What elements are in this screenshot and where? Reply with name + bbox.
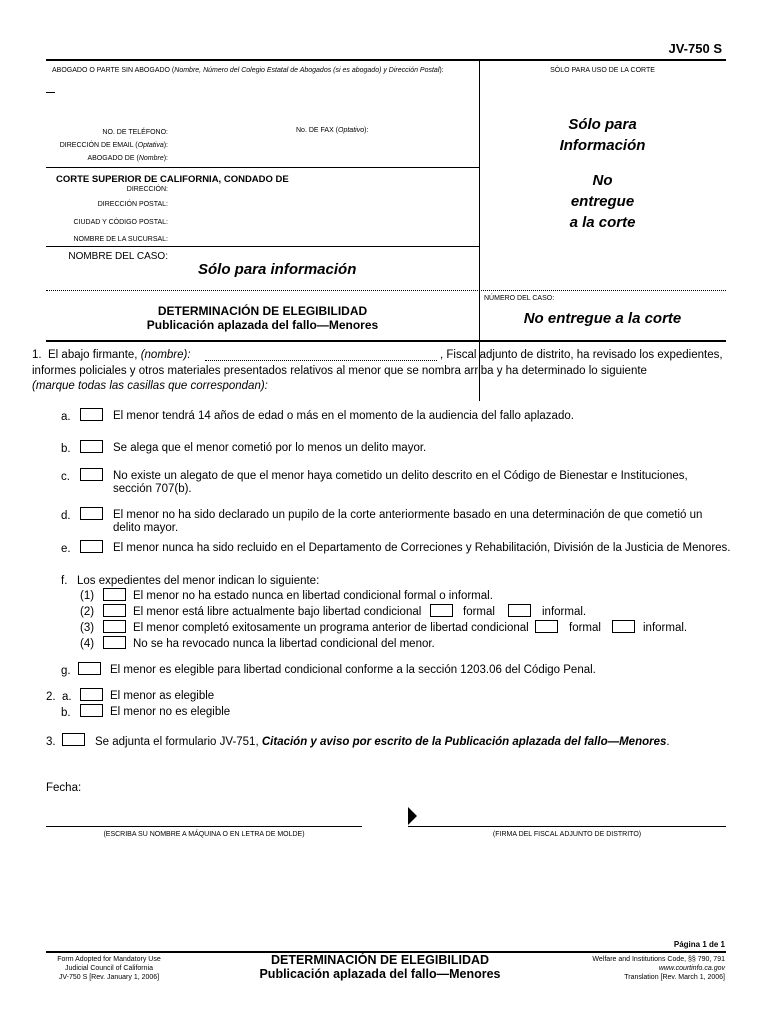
court-use-label: SÓLO PARA USO DE LA CORTE [550,67,655,74]
item-f3-text: El menor completó exitosamente un programa anterior de libertad condicional [133,622,529,634]
fax-label: No. DE FAX (Optativo): [296,127,369,134]
name-field-line[interactable] [205,360,437,361]
item-e-letter: e. [61,543,71,555]
name-line[interactable] [46,826,362,827]
signature-line[interactable] [408,826,726,827]
item-b-letter: b. [61,443,71,455]
case-number-value[interactable]: No entregue a la corte [523,310,682,327]
item-f2-formal-label: formal [463,606,495,618]
item1-line3: (marque todas las casillas que correspondan): [32,380,268,392]
item-g-checkbox[interactable] [78,662,101,675]
attorney-label: ABOGADO O PARTE SIN ABOGADO (Nombre, Número del Colegio Estatal de Abogados (si es abogado) y Dirección Postal): [52,67,444,74]
item-f3-informal-label: informal. [643,622,688,634]
court-stamp-line1: Sólo para [568,116,637,133]
item-g-letter: g. [61,665,71,677]
item2-b-checkbox[interactable] [80,704,103,717]
item-f3-num: (3) [80,622,95,634]
item1-line1-suffix: , Fiscal adjunto de distrito, ha revisado los expedientes, [440,349,723,361]
page-number: Página 1 de 1 [673,940,725,949]
footer-left-line3: JV-750 S [Rev. January 1, 2006] [58,974,160,981]
form-id: JV-750 S [668,41,722,56]
footer-left [46,955,172,982]
item-f2-checkbox[interactable] [103,604,126,617]
case-number-label: NÚMERO DEL CASO: [484,295,555,302]
item1-line2: informes policiales y otros materiales presentados relativos al menor que se nombra arriba y ha determinado lo siguiente [32,365,647,377]
item3-text: Se adjunta el formulario JV-751, Citación y aviso por escrito de la Publicación aplazada del fallo—Menores. [95,736,670,748]
item3-number: 3. [46,736,56,748]
item-a-letter: a. [61,411,71,423]
date-label: Fecha: [46,782,82,794]
signature-caption: (FIRMA DEL FISCAL ADJUNTO DE DISTRITO) [492,831,642,838]
footer-left-line2: Judicial Council of California [65,965,153,972]
footer-left-line1: Form Adopted for Mandatory Use [57,956,161,963]
item2-a-number: 2. a. [46,691,72,703]
court-stamp-line5: a la corte [569,214,636,231]
item-f2-text: El menor está libre actualmente bajo libertad condicional [133,606,422,618]
item-a-checkbox[interactable] [80,408,103,421]
phone-label: NO. DE TELÉFONO: [102,129,168,136]
item-f2-formal-checkbox[interactable] [430,604,453,617]
item1-number: 1. [32,349,42,361]
title-bottom-line [46,340,726,342]
signature-arrow-icon [408,807,417,825]
attorney-bottom-line [46,167,479,168]
item-f2-informal-label: informal. [542,606,587,618]
case-name-bottom-line [46,290,726,291]
item-c-text1: No existe un alegato de que el menor haya cometido un delito descrito en el Código de Bienestar e Instituciones, [113,470,688,482]
item-b-checkbox[interactable] [80,440,103,453]
footer-title-line2: Publicación aplazada del fallo—Menores [259,967,501,981]
item-f4-num: (4) [80,638,95,650]
item-b-text: Se alega que el menor cometió por lo menos un delito mayor. [113,442,427,454]
item-g-text: El menor es elegible para libertad condicional conforme a la sección 1203.06 del Código Penal. [110,664,596,676]
item-c-checkbox[interactable] [80,468,103,481]
item-d-checkbox[interactable] [80,507,103,520]
item-f3-formal-label: formal [569,622,601,634]
header-top-border [46,59,726,61]
case-name-label: NOMBRE DEL CASO: [68,251,168,262]
item-e-checkbox[interactable] [80,540,103,553]
item2-b-text: El menor no es elegible [110,706,231,718]
footer-right-line3: Translation [Rev. March 1, 2006] [624,974,725,981]
item-f1-text: El menor no ha estado nunca en libertad condicional formal o informal. [133,590,493,602]
court-bottom-line [46,246,479,247]
item-c-letter: c. [61,471,70,483]
footer-right-line1: Welfare and Institutions Code, §§ 790, 791 [592,956,725,963]
footer-title [210,953,550,981]
court-title: CORTE SUPERIOR DE CALIFORNIA, CONDADO DE [56,174,289,185]
footer-title-line1: DETERMINACIÓN DE ELEGIBILIDAD [270,953,490,967]
item2-b-letter: b. [61,707,71,719]
item-d-text2: delito mayor. [113,522,179,534]
item3-checkbox[interactable] [62,733,85,746]
item-f-text: f. Los expedientes del menor indican lo siguiente: [61,575,320,587]
court-stamp-line3: No [592,172,613,189]
item1-line1-prefix: El abajo firmante, (nombre): [48,349,191,361]
item-f1-checkbox[interactable] [103,588,126,601]
city-zip-label: CIUDAD Y CÓDIGO POSTAL: [73,219,168,226]
street-label: DIRECCIÓN: [126,186,168,193]
attorney-mark [46,92,55,93]
item-c-text2: sección 707(b). [113,483,192,495]
form-title: DETERMINACIÓN DE ELEGIBILIDAD [157,304,368,318]
item-d-letter: d. [61,510,71,522]
item-f4-text: No se ha revocado nunca la libertad condicional del menor. [133,638,435,650]
branch-label: NOMBRE DE LA SUCURSAL: [73,236,168,243]
form-subtitle: Publicación aplazada del fallo—Menores [146,318,379,332]
case-name-value[interactable]: Sólo para información [198,261,357,278]
item-d-text1: El menor no ha sido declarado un pupilo de la corte anteriormente basado en una determinación de que cometió un [113,509,703,521]
item2-a-text: El menor as elegible [110,690,215,702]
court-stamp [479,114,726,233]
item-f3-formal-checkbox[interactable] [535,620,558,633]
name-caption: (ESCRIBA SU NOMBRE A MÁQUINA O EN LETRA DE MOLDE) [103,831,305,838]
item-f3-checkbox[interactable] [103,620,126,633]
attorney-for-label: ABOGADO DE (Nombre): [87,155,168,162]
footer-right-line2[interactable]: www.courtinfo.ca.gov [658,965,725,972]
item-f2-num: (2) [80,606,95,618]
court-stamp-line4: entregue [570,193,635,210]
item-f2-informal-checkbox[interactable] [508,604,531,617]
item-a-text: El menor tendrá 14 años de edad o más en el momento de la audiencia del fallo aplazado. [113,410,574,422]
email-label: DIRECCIÓN DE EMAIL (Optativa): [59,142,168,149]
mailing-label: DIRECCIÓN POSTAL: [97,201,168,208]
item-f4-checkbox[interactable] [103,636,126,649]
item-f3-informal-checkbox[interactable] [612,620,635,633]
item-f1-num: (1) [80,590,95,602]
item2-a-checkbox[interactable] [80,688,103,701]
footer-right [505,955,725,982]
court-stamp-line2: Información [559,137,646,154]
item-e-text: El menor nunca ha sido recluido en el Departamento de Correciones y Rehabilitación, División de la Justicia de Menores. [113,542,731,554]
